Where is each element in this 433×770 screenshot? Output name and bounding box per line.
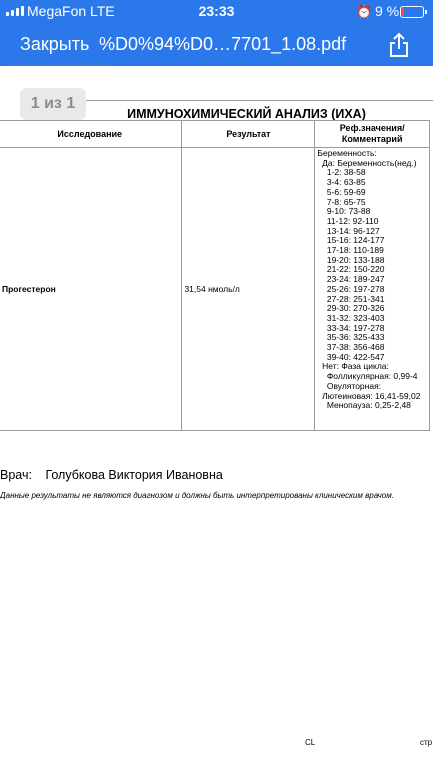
section-title: ИММУНОХИМИЧЕСКИЙ АНАЛИЗ (ИХА) [127, 107, 366, 121]
reference-line: 13-14: 96-127 [317, 225, 380, 236]
alarm-icon: ⏰ [356, 4, 373, 19]
table-row [0, 148, 430, 431]
column-header: Результат [182, 121, 315, 148]
footer-left: CL [305, 738, 316, 747]
column-header-text: Реф.значения/ Комментарий [339, 123, 405, 144]
reference-line: Беременность: [317, 148, 377, 158]
results-table [0, 120, 430, 431]
reference-line: 7-8: 65-75 [317, 196, 366, 207]
top-bar [0, 0, 433, 66]
share-icon[interactable] [384, 30, 414, 60]
disclaimer: Данные результаты не являются диагнозом и должны быть интерпретированы клиническим врачом. [0, 491, 394, 500]
battery-level-fill [402, 8, 404, 16]
footer-page-label: стр [420, 738, 433, 747]
reference-values [315, 148, 430, 431]
reference-line: Менопауза: 0,25-2,48 [317, 400, 411, 411]
reference-line: 33-34: 197-278 [317, 322, 385, 333]
reference-line: 37-38: 356-468 [317, 342, 385, 353]
reference-line: 1-2: 38-58 [317, 167, 366, 178]
test-result: 31,54 нмоль/л [182, 148, 315, 431]
test-name: Прогестерон [0, 148, 182, 431]
reference-line: Лютеиновая: 16,41-59,02 [317, 390, 421, 401]
reference-line: 31-32: 323-403 [317, 312, 385, 323]
pdf-document-view[interactable] [0, 60, 433, 770]
carrier-name: MegaFon [27, 3, 87, 19]
reference-line: 25-26: 197-278 [317, 283, 385, 294]
page-indicator: 1 из 1 [20, 88, 86, 120]
reference-line: Фолликулярная: 0,99-4 [317, 371, 418, 382]
clock: 23:33 [198, 3, 235, 19]
doctor-label: Врач: [0, 468, 32, 482]
battery-percent: 9 % [375, 3, 400, 19]
reference-line: 9-10: 73-88 [317, 206, 371, 217]
reference-line: 39-40: 422-547 [317, 351, 385, 362]
status-bar [0, 0, 433, 22]
reference-line: 21-22: 150-220 [317, 264, 385, 275]
reference-line: 27-28: 251-341 [317, 293, 385, 304]
reference-line: 5-6: 59-69 [317, 186, 366, 197]
reference-line: 11-12: 92-110 [317, 215, 379, 226]
network-type: LTE [90, 3, 115, 19]
reference-line: 23-24: 189-247 [317, 274, 385, 285]
reference-line: 19-20: 133-188 [317, 254, 385, 265]
doctor-line [0, 468, 223, 482]
column-header: Исследование [0, 121, 182, 148]
column-header [315, 121, 430, 148]
reference-line: 17-18: 110-189 [317, 245, 384, 256]
reference-line: 29-30: 270-326 [317, 303, 385, 314]
reference-line: Да: Беременность(нед.) [317, 157, 417, 168]
table-header-row [0, 121, 430, 148]
reference-line: 35-36: 325-433 [317, 332, 385, 343]
battery-icon [400, 6, 424, 18]
reference-line: 3-4: 63-85 [317, 177, 366, 188]
cut-off-text: - - - - - - - - - - - - - [10, 60, 112, 71]
reference-line: 15-16: 124-177 [317, 235, 385, 246]
close-button[interactable]: Закрыть [20, 34, 90, 54]
reference-line: Нет: Фаза цикла: [317, 361, 389, 372]
reference-line: Овуляторная: [317, 380, 382, 391]
document-title: %D0%94%D0…7701_1.08.pdf [99, 34, 347, 54]
doctor-name: Голубкова Виктория Ивановна [45, 468, 223, 482]
